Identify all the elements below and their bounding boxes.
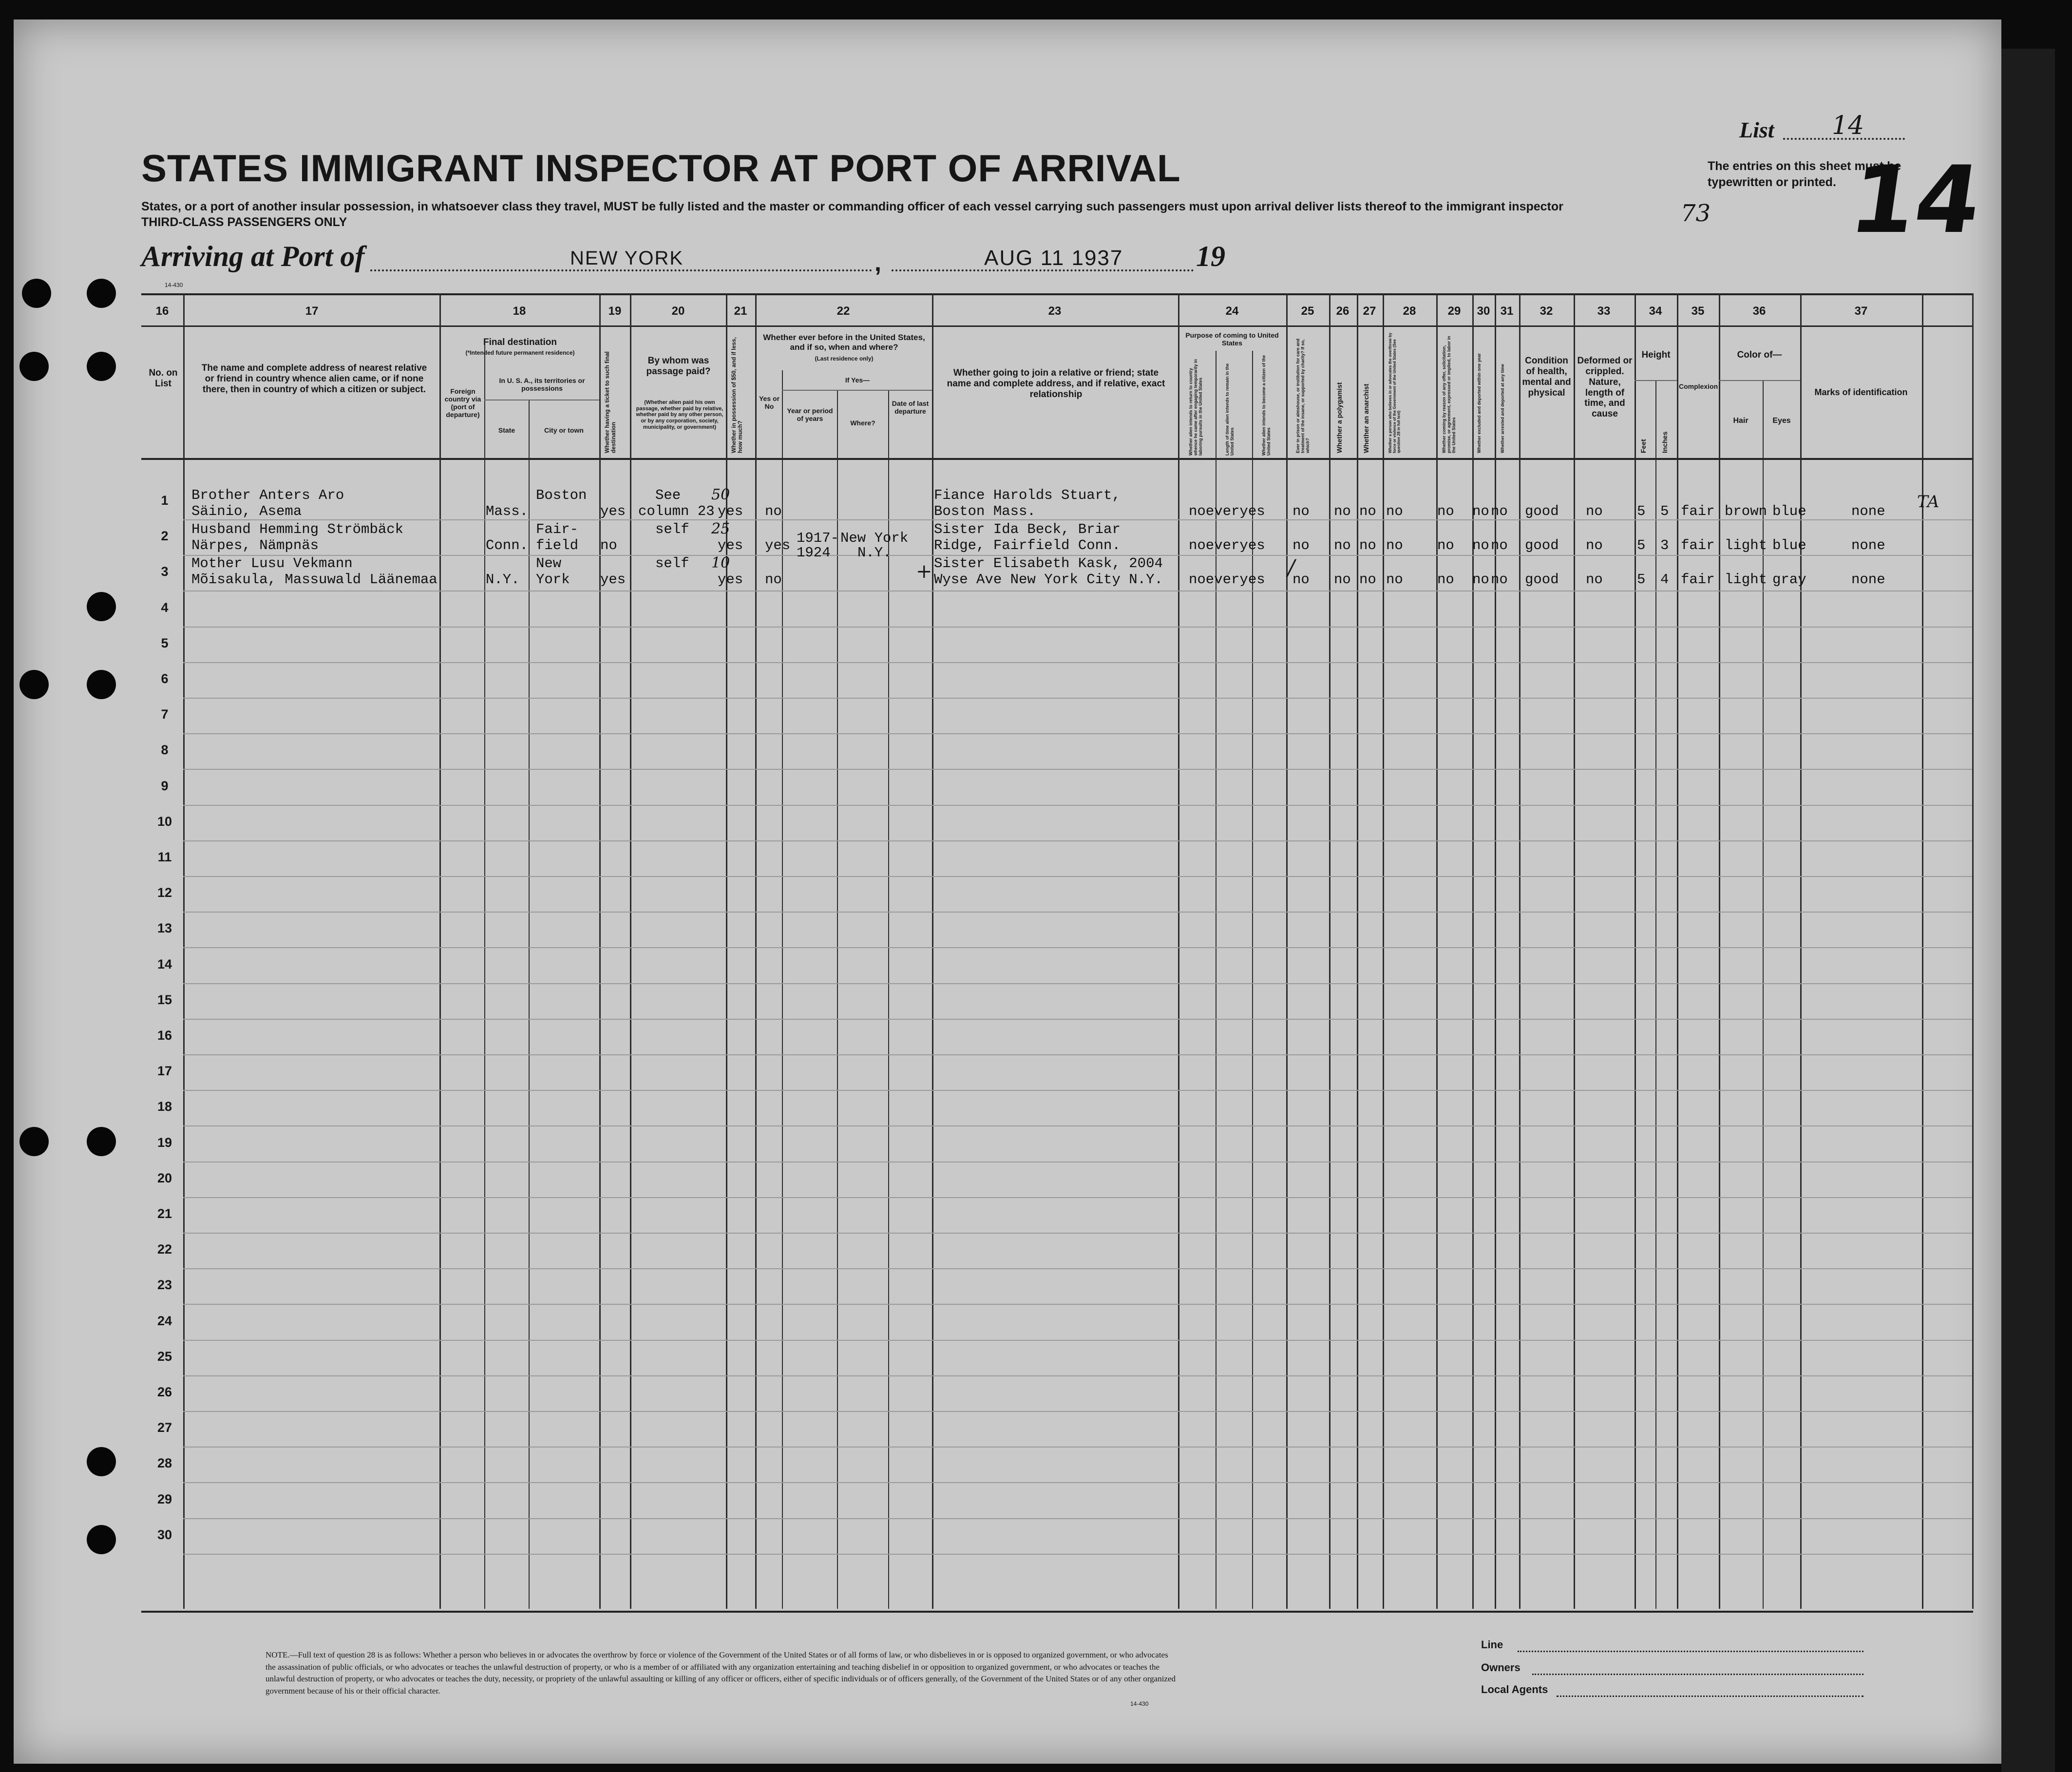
- entry-labor: no: [1437, 503, 1454, 519]
- row-rule: [183, 1019, 1972, 1020]
- entry-relative-l2: Närpes, Nämpnäs: [191, 537, 319, 553]
- entry-complexion: fair: [1681, 537, 1715, 553]
- entry-arrested: no: [1491, 537, 1508, 553]
- row-rule: [183, 1197, 1972, 1198]
- col25-header: Ever in prison or almshouse, or institution for care and treatment of the insane, or supported by charity? If so, which?: [1295, 338, 1310, 453]
- entry-inches: 5: [1660, 503, 1669, 519]
- entry-before: yes: [765, 537, 791, 553]
- column-divider: [529, 400, 530, 1609]
- entry-paid-l1: self: [655, 521, 689, 537]
- col18-state: State: [498, 426, 515, 434]
- form-code-top: 14-430: [165, 282, 183, 288]
- row-number: 3: [161, 564, 169, 579]
- line-label: Line: [1481, 1639, 1503, 1651]
- col31-header: Whether arrested and deported at any time: [1500, 363, 1505, 453]
- entry-prison: no: [1293, 572, 1310, 588]
- col28-header: Whether a person who believes in or advocates the overthrow by force or violence of the Government of the United States (See question 28 in full text): [1388, 332, 1401, 453]
- col37-header: Marks of identification: [1814, 387, 1908, 397]
- col22-year: Year or period of years: [787, 407, 833, 423]
- entry-relative-l2: Mõisakula, Massuwald Läänemaa: [191, 572, 437, 588]
- col27-header: Whether an anarchist: [1362, 383, 1370, 453]
- entry-feet: 5: [1637, 503, 1646, 519]
- subheader-rule: [782, 390, 932, 391]
- entry-relative-l1: Husband Hemming Strömbäck: [191, 521, 404, 537]
- col22-note: (Last residence only): [815, 355, 874, 362]
- column-number: 19: [608, 305, 622, 318]
- entry-q28: no: [1386, 537, 1403, 553]
- entry-deformed: no: [1586, 572, 1603, 588]
- col22-date: Date of last departure: [892, 400, 929, 416]
- list-number-handwritten: 14: [1832, 111, 1864, 140]
- col18-header: Final destination: [483, 337, 557, 347]
- entry-deformed: no: [1586, 503, 1603, 519]
- entry-excluded: no: [1472, 537, 1489, 553]
- col34-feet: Feet: [1639, 439, 1647, 453]
- entry-join-l2: Ridge, Fairfield Conn.: [934, 537, 1121, 553]
- column-divider: [1655, 380, 1656, 1609]
- column-number: 22: [836, 305, 850, 318]
- row-number: 27: [157, 1420, 172, 1435]
- row-rule: [183, 733, 1972, 734]
- entry-hair: light: [1725, 572, 1768, 588]
- column-number: 26: [1336, 305, 1350, 318]
- row-rule: [183, 1518, 1972, 1519]
- entry-eyes: blue: [1772, 537, 1806, 553]
- binding-edge: [2001, 49, 2055, 1772]
- year-prefix: 19: [1196, 240, 1225, 272]
- entry-city-l2: field: [536, 537, 579, 553]
- row-number: 14: [157, 956, 172, 972]
- row-number: 28: [157, 1456, 172, 1471]
- entry-paid-l1: See: [655, 487, 681, 503]
- col22-where: Where?: [850, 419, 875, 427]
- punch-hole: [19, 670, 49, 699]
- row-number: 29: [157, 1491, 172, 1506]
- entry-polygamist: no: [1334, 503, 1351, 519]
- column-number: 20: [671, 305, 685, 318]
- entry-complexion: fair: [1681, 503, 1715, 519]
- column-number: 21: [734, 305, 747, 318]
- entry-state: N.Y.: [486, 572, 520, 588]
- row-rule: [183, 698, 1972, 699]
- row-rule: [183, 912, 1972, 913]
- entry-hair: light: [1725, 537, 1768, 553]
- entry-excluded: no: [1472, 503, 1489, 519]
- column-number: 36: [1752, 305, 1766, 318]
- entry-ticket: yes: [600, 572, 626, 588]
- col32-header: Condition of health, mental and physical: [1522, 356, 1571, 398]
- row-rule: [183, 662, 1972, 663]
- entry-purpose: noeveryes: [1189, 572, 1265, 588]
- arriving-label: Arriving at Port of: [141, 240, 365, 272]
- list-note: The entries on this sheet must be typewritten or printed.: [1708, 159, 1901, 189]
- row-rule: [183, 1482, 1972, 1483]
- owners-label: Owners: [1481, 1661, 1521, 1674]
- row-rule: [183, 1090, 1972, 1091]
- subheader-rule: [1719, 380, 1800, 381]
- entry-state: Mass.: [486, 503, 529, 519]
- entry-ticket: yes: [600, 503, 626, 519]
- row-rule: [183, 1447, 1972, 1448]
- row-rule: [183, 1304, 1972, 1305]
- row-number: 20: [157, 1170, 172, 1185]
- column-number: 34: [1649, 305, 1662, 318]
- col18-city: City or town: [544, 426, 584, 434]
- punch-hole: [19, 352, 49, 381]
- column-number: 17: [305, 305, 319, 318]
- entry-q28: no: [1386, 503, 1403, 519]
- entry-feet: 5: [1637, 572, 1646, 588]
- entry-ticket: no: [600, 537, 617, 553]
- col22-yesno: Yes or No: [759, 395, 780, 411]
- column-number: 30: [1477, 305, 1490, 318]
- row-rule: [183, 1054, 1972, 1055]
- entry-before: no: [765, 572, 782, 588]
- entry-join-l1: Sister Ida Beck, Briar: [934, 521, 1121, 537]
- page-title: STATES IMMIGRANT INSPECTOR AT PORT OF ARRIVAL: [141, 147, 1181, 190]
- column-divider: [782, 370, 783, 1609]
- col24-a: Whether alien intends to return to country whence he came after engaging temporarily in laboring pursuits in the United States: [1188, 359, 1203, 456]
- row-rule: [183, 947, 1972, 948]
- punch-hole: [87, 592, 116, 621]
- header-class: THIRD-CLASS PASSENGERS ONLY: [141, 215, 347, 229]
- entry-join-l1: Sister Elisabeth Kask, 2004: [934, 555, 1163, 572]
- entry-join-l2: Boston Mass.: [934, 503, 1036, 519]
- entry-money-handwritten: 10: [711, 554, 730, 572]
- row-rule: [183, 805, 1972, 806]
- row-rule: [183, 519, 1972, 520]
- row-rule: [183, 840, 1972, 841]
- column-divider: [1972, 293, 1974, 1609]
- col29-header: Whether coming by reason of any offer, solicitation, promise, or agreement, expressed or implied, to labor in the United States: [1442, 336, 1456, 453]
- entry-arrested: no: [1491, 572, 1508, 588]
- entry-before: no: [765, 503, 782, 519]
- entry-prison: no: [1293, 503, 1310, 519]
- row-number: 1: [161, 493, 169, 508]
- row-number: 26: [157, 1385, 172, 1399]
- row-rule: [183, 1554, 1972, 1555]
- col26-header: Whether a polygamist: [1335, 382, 1343, 453]
- col24-c: Whether alien intends to become a citizen of the United States: [1261, 355, 1271, 456]
- entry-q28: no: [1386, 572, 1403, 588]
- col22-ifyes: If Yes—: [845, 376, 870, 384]
- entry-where-l2: N.Y.: [857, 545, 892, 561]
- row-number: 24: [157, 1313, 172, 1328]
- entry-possession: yes: [718, 572, 743, 588]
- col34-inches: Inches: [1661, 431, 1669, 453]
- comma: ,: [874, 249, 881, 276]
- column-number: 31: [1500, 305, 1514, 318]
- header-instructions: States, or a port of another insular possession, in whatsoever class they travel, MUST be fully listed and the master or commanding officer of each vessel carrying such passengers must upon arrival deliver lists thereof to the immigrant inspector: [141, 200, 1563, 213]
- entry-hair: brown: [1725, 503, 1768, 519]
- agents-underline: [1557, 1696, 1863, 1697]
- punch-hole: [87, 1447, 116, 1476]
- handwritten-73: 73: [1681, 200, 1711, 227]
- column-number: 27: [1363, 305, 1376, 318]
- question-28-note: NOTE.—Full text of question 28 is as follows: Whether a person who believes in or advocates the overthrow by force or violence of the Government of the United States or of all forms of law, or who disbelieves in or is opposed to organized government, or who advocates the assassination of public officials, or who advocates or teaches the unlawful destruction of property, or who is a member of or affiliated with any organization entertaining and teaching disbelief in or opposition to organized government, or who advocates or teaches the unlawful destruction of property, or who advocates or teaches the duty, necessity, or propriety of the unlawful assaulting or killing of any officer or officers, either of specific individuals or of officers generally, of the Government of the United States or of any other organized government because of his or their official character.: [266, 1650, 1176, 1696]
- col17-header: The name and complete address of nearest relative or friend in country whence alien came, or if none there, then in country of which a citizen or subject.: [201, 363, 427, 395]
- column-number: 37: [1854, 305, 1868, 318]
- port-stamp: NEW YORK: [570, 248, 684, 269]
- row-number: 17: [157, 1064, 172, 1079]
- row-number: 22: [157, 1242, 172, 1257]
- entry-city-l1: New: [536, 555, 562, 572]
- entry-health: good: [1525, 537, 1559, 553]
- col34-header: Height: [1641, 350, 1671, 360]
- entry-arrested: no: [1491, 503, 1508, 519]
- col19-header: Whether having a ticket to such final destination: [604, 351, 617, 453]
- row-number: 10: [157, 814, 172, 829]
- entry-possession: yes: [718, 503, 743, 519]
- row-number: 9: [161, 778, 169, 793]
- column-number: 25: [1301, 305, 1314, 318]
- entry-deformed: no: [1586, 537, 1603, 553]
- entry-labor: no: [1437, 572, 1454, 588]
- row-number: 15: [157, 992, 172, 1007]
- col20-note: (Whether alien paid his own passage, whether paid by relative, whether paid by any other person, or by any corporation, society, municipality, or government): [636, 400, 723, 430]
- row-number: 25: [157, 1349, 172, 1364]
- entry-eyes: blue: [1772, 503, 1806, 519]
- list-label: List: [1739, 117, 1774, 142]
- entry-excluded: no: [1472, 572, 1489, 588]
- entry-state: Conn.: [486, 537, 529, 553]
- entry-money-handwritten: 25: [711, 520, 730, 537]
- column-divider: [484, 341, 485, 1609]
- col18-note: (*Intended future permanent residence): [465, 349, 575, 356]
- col33-header: Deformed or crippled. Nature, length of time, and cause: [1577, 356, 1633, 419]
- column-divider: [1763, 380, 1764, 1609]
- entry-polygamist: no: [1334, 572, 1351, 588]
- row-number: 19: [157, 1135, 172, 1150]
- entry-prison: no: [1293, 537, 1310, 553]
- row-number: 4: [161, 600, 169, 615]
- subheader-rule: [1635, 380, 1677, 381]
- entry-years-l2: 1924: [797, 545, 831, 561]
- row-rule: [183, 1411, 1972, 1412]
- entry-relative-l1: Brother Anters Aro: [191, 487, 344, 503]
- header-bottom-rule: [141, 458, 1973, 460]
- column-number: 32: [1540, 305, 1553, 318]
- column-number: 16: [155, 305, 169, 318]
- local-agents-label: Local Agents: [1481, 1683, 1548, 1696]
- row-rule: [183, 1233, 1972, 1234]
- col35-header: Complexion: [1679, 382, 1718, 390]
- col16-header: No. on List: [149, 368, 178, 389]
- col36-header: Color of—: [1737, 350, 1782, 360]
- row-rule: [183, 1340, 1972, 1341]
- punch-hole: [87, 352, 116, 381]
- date-stamp: AUG 11 1937: [984, 246, 1123, 270]
- punch-hole: [87, 1525, 116, 1554]
- row-number: 23: [157, 1277, 172, 1293]
- entry-inches: 4: [1660, 572, 1669, 588]
- entry-feet: 5: [1637, 537, 1646, 553]
- entry-paid-l1: self: [655, 555, 689, 572]
- row-number: 12: [157, 885, 172, 900]
- owners-underline: [1532, 1674, 1863, 1675]
- column-number: 24: [1225, 305, 1239, 318]
- entry-paid-l2: column 23: [638, 503, 715, 519]
- column-number: 28: [1403, 305, 1416, 318]
- line-underline: [1518, 1651, 1863, 1652]
- row-rule: [183, 1125, 1972, 1126]
- list-number-large: 14: [1844, 146, 1988, 254]
- entry-purpose: noeveryes: [1189, 503, 1265, 519]
- col36-eyes: Eyes: [1772, 417, 1791, 425]
- entry-marks: none: [1851, 503, 1885, 519]
- col18-usa: In U. S. A., its territories or possessions: [499, 377, 585, 393]
- entry-anarchist: no: [1359, 503, 1376, 519]
- col24-b: Length of time alien intends to remain in the United States: [1225, 363, 1235, 456]
- entry-anarchist: no: [1359, 572, 1376, 588]
- row-rule: [183, 876, 1972, 877]
- row-number: 6: [161, 671, 169, 686]
- entry-city-l1: Fair-: [536, 521, 579, 537]
- entry-inches: 3: [1660, 537, 1669, 553]
- entry-money-handwritten: 50: [711, 486, 730, 503]
- entry-relative-l2: Säinio, Asema: [191, 503, 302, 519]
- punch-hole: [87, 279, 116, 308]
- handwritten-tick: /: [1288, 555, 1295, 580]
- row-rule: [183, 983, 1972, 984]
- entry-relative-l1: Mother Lusu Vekmann: [191, 555, 353, 572]
- row-number: 16: [157, 1028, 172, 1043]
- handwritten-mark: +: [916, 560, 932, 583]
- col22-header: Whether ever before in the United States, and if so, when and where?: [763, 333, 925, 352]
- col23-header: Whether going to join a relative or friend; state name and complete address, and if relative, exact relationship: [947, 368, 1165, 400]
- col21-header: Whether in possession of $50, and if less, how much?: [730, 337, 744, 453]
- entry-marks: none: [1851, 537, 1885, 553]
- entry-join-l2: Wyse Ave New York City N.Y.: [934, 572, 1163, 588]
- row-rule: [183, 627, 1972, 628]
- punch-hole: [22, 279, 51, 308]
- col18-foreign: Foreign country via (port of departure): [444, 387, 481, 419]
- entry-possession: yes: [718, 537, 743, 553]
- row-number: 2: [161, 529, 169, 544]
- row-number: 8: [161, 743, 169, 758]
- entry-health: good: [1525, 572, 1559, 588]
- entry-eyes: gray: [1772, 572, 1806, 588]
- entry-years-l1: 1917-: [797, 530, 839, 546]
- colnum-rule: [141, 325, 1973, 327]
- entry-polygamist: no: [1334, 537, 1351, 553]
- row-number: 21: [157, 1206, 172, 1221]
- row-number: 13: [157, 921, 172, 936]
- entry-complexion: fair: [1681, 572, 1715, 588]
- col20-header: By whom was passage paid?: [646, 356, 711, 377]
- entry-join-l1: Fiance Harolds Stuart,: [934, 487, 1121, 503]
- column-divider: [888, 390, 889, 1609]
- column-divider: [837, 390, 838, 1609]
- row-rule: [183, 1375, 1972, 1376]
- row-number: 11: [157, 850, 172, 864]
- entry-purpose: noeveryes: [1189, 537, 1265, 553]
- row-number: 5: [161, 635, 169, 650]
- punch-hole: [87, 1127, 116, 1156]
- column-number: 33: [1597, 305, 1611, 318]
- entry-anarchist: no: [1359, 537, 1376, 553]
- row-number: 30: [157, 1527, 172, 1542]
- row-rule: [183, 1268, 1972, 1269]
- entry-city-l1: Boston: [536, 487, 587, 503]
- column-number: 18: [513, 305, 526, 318]
- handwritten-initials: TA: [1917, 492, 1939, 512]
- row-number: 18: [157, 1099, 172, 1114]
- port-underline: [370, 269, 872, 271]
- col36-hair: Hair: [1733, 417, 1749, 425]
- punch-hole: [19, 1127, 49, 1156]
- entry-where-l1: New York: [840, 530, 909, 546]
- column-number: 29: [1447, 305, 1461, 318]
- entry-marks: none: [1851, 572, 1885, 588]
- entry-labor: no: [1437, 537, 1454, 553]
- col24-header: Purpose of coming to United States: [1185, 331, 1279, 347]
- entry-health: good: [1525, 503, 1559, 519]
- row-number: 7: [161, 707, 169, 722]
- col30-header: Whether excluded and deported within one year: [1477, 353, 1482, 453]
- row-rule: [183, 769, 1972, 770]
- form-code-bottom: 14-430: [1130, 1700, 1149, 1707]
- column-number: 35: [1691, 305, 1705, 318]
- column-number: 23: [1048, 305, 1062, 318]
- punch-hole: [87, 670, 116, 699]
- entry-city-l2: York: [536, 572, 570, 588]
